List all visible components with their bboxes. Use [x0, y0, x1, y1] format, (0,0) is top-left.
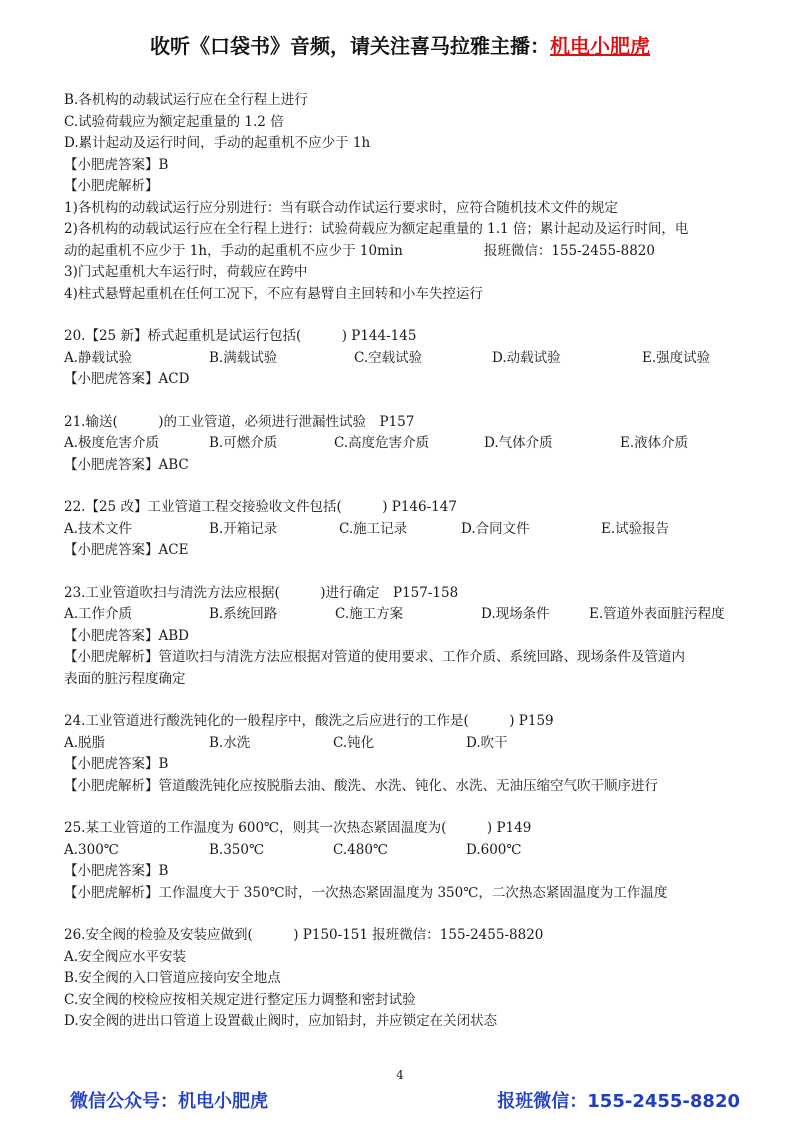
question-26-option-a: A.安全阀应水平安装 — [64, 948, 187, 965]
option-a: A.技术文件 — [64, 520, 133, 537]
cont-line: C.试验荷载应为额定起重量的 1.2 倍 — [64, 113, 284, 130]
question-24-answer: 【小肥虎答案】B — [64, 756, 169, 772]
question-25-answer: 【小肥虎答案】B — [64, 863, 169, 879]
question-22-stem: 22.【25 改】工业管道工程交接验收文件包括( ) P146-147 — [64, 499, 457, 515]
option-d: D.动载试验 — [492, 349, 561, 366]
option-e: E.管道外表面脏污程度 — [589, 606, 725, 622]
page-number: 4 — [396, 1068, 404, 1082]
page-footer — [70, 1087, 740, 1113]
question-20-options — [64, 348, 754, 370]
cont-line: 动的起重机不应少于 1h，手动的起重机不应少于 10min 报班微信：155-2455-8820 — [64, 242, 655, 259]
footer-wechat-account: 微信公众号：机电小肥虎 — [70, 1091, 268, 1112]
footer-contact: 报班微信：155-2455-8820 — [497, 1091, 740, 1112]
question-25-analysis: 【小肥虎解析】工作温度大于 350℃时，一次热态紧固温度为 350℃，二次热态紧固温度为工作温度 — [64, 884, 668, 901]
cont-line: 2)各机构的动载试运行应在全行程上进行：试验荷载应为额定起重量的 1.1 倍；累计起动及运行时间，电 — [64, 221, 689, 237]
option-b: B.可燃介质 — [209, 435, 278, 451]
option-d: D.600℃ — [466, 841, 522, 858]
option-c: C.480℃ — [333, 841, 389, 858]
option-e: E.强度试验 — [642, 349, 711, 366]
option-c: C.施工记录 — [339, 520, 408, 537]
option-b: B.系统回路 — [209, 606, 278, 622]
question-26-option-c: C.安全阀的校检应按相关规定进行整定压力调整和密封试验 — [64, 991, 416, 1008]
question-23-stem: 23.工业管道吹扫与清洗方法应根据( )进行确定 P157-158 — [64, 584, 459, 601]
option-d: D.合同文件 — [461, 520, 530, 537]
option-a: A.300℃ — [64, 841, 119, 858]
option-b: B.350℃ — [209, 841, 265, 858]
host-name-link[interactable]: 机电小肥虎 — [550, 34, 650, 58]
page-header — [0, 30, 800, 59]
option-a: A.极度危害介质 — [64, 435, 160, 451]
cont-line: 【小肥虎答案】B — [64, 156, 169, 173]
question-23-analysis: 【小肥虎解析】管道吹扫与清洗方法应根据对管道的使用要求、工作介质、系统回路、现场条件及管道内 — [64, 649, 685, 665]
document-body — [64, 90, 754, 1033]
question-26-option-b: B.安全阀的入口管道应接向安全地点 — [64, 970, 281, 986]
option-b: B.开箱记录 — [209, 520, 278, 537]
question-24-stem: 24.工业管道进行酸洗钝化的一般程序中，酸洗之后应进行的工作是( ) P159 — [64, 713, 554, 729]
option-b: B.满载试验 — [209, 349, 278, 366]
cont-line: 4)柱式悬臂起重机在任何工况下，不应有悬臂自主回转和小车失控运行 — [64, 285, 483, 302]
cont-line: B.各机构的动载试运行应在全行程上进行 — [64, 92, 308, 108]
header-prefix: 收听《口袋书》音频，请关注喜马拉雅主播： — [150, 34, 550, 58]
option-d: D.现场条件 — [481, 606, 550, 622]
cont-line: D.累计起动及运行时间，手动的起重机不应少于 1h — [64, 135, 371, 151]
question-20-answer: 【小肥虎答案】ACD — [64, 371, 190, 387]
option-c: C.空载试验 — [354, 349, 423, 366]
option-a: A.脱脂 — [64, 734, 106, 751]
question-23-analysis: 表面的脏污程度确定 — [64, 670, 186, 687]
question-21-answer: 【小肥虎答案】ABC — [64, 456, 189, 473]
option-c: C.施工方案 — [335, 606, 404, 622]
cont-line: 3)门式起重机大车运行时，荷载应在跨中 — [64, 264, 308, 280]
cont-line: 【小肥虎解析】 — [64, 178, 159, 194]
option-c: C.钝化 — [333, 734, 375, 751]
question-20-stem: 20.【25 新】桥式起重机是试运行包括( ) P144-145 — [64, 328, 417, 344]
option-d: D.气体介质 — [484, 435, 553, 451]
question-24-analysis: 【小肥虎解析】管道酸洗钝化应按脱脂去油、酸洗、水洗、钝化、水洗、无油压缩空气吹干顺序进行 — [64, 777, 658, 794]
question-24-options — [64, 733, 754, 755]
option-a: A.工作介质 — [64, 606, 133, 622]
question-21-options — [64, 433, 754, 455]
question-22-options — [64, 519, 754, 541]
question-26-stem: 26.安全阀的检验及安装应做到( ) P150-151 报班微信：155-2455-8820 — [64, 927, 544, 943]
question-26-option-d: D.安全阀的进出口管道上设置截止阀时，应加铅封，并应锁定在关闭状态 — [64, 1013, 498, 1029]
question-23-options — [64, 604, 754, 626]
question-21-stem: 21.输送( )的工业管道，必须进行泄漏性试验 P157 — [64, 413, 415, 430]
option-e: E.液体介质 — [620, 435, 689, 451]
option-c: C.高度危害介质 — [334, 435, 430, 451]
option-d: D.吹干 — [466, 734, 508, 751]
option-e: E.试验报告 — [601, 520, 670, 537]
question-25-options — [64, 840, 754, 862]
question-23-answer: 【小肥虎答案】ABD — [64, 627, 189, 644]
option-a: A.静载试验 — [64, 349, 133, 366]
question-22-answer: 【小肥虎答案】ACE — [64, 542, 189, 558]
option-b: B.水洗 — [209, 734, 251, 751]
cont-line: 1)各机构的动载试运行应分别进行：当有联合动作试运行要求时，应符合随机技术文件的规定 — [64, 199, 618, 216]
question-25-stem: 25.某工业管道的工作温度为 600℃，则其一次热态紧固温度为( ) P149 — [64, 820, 532, 836]
